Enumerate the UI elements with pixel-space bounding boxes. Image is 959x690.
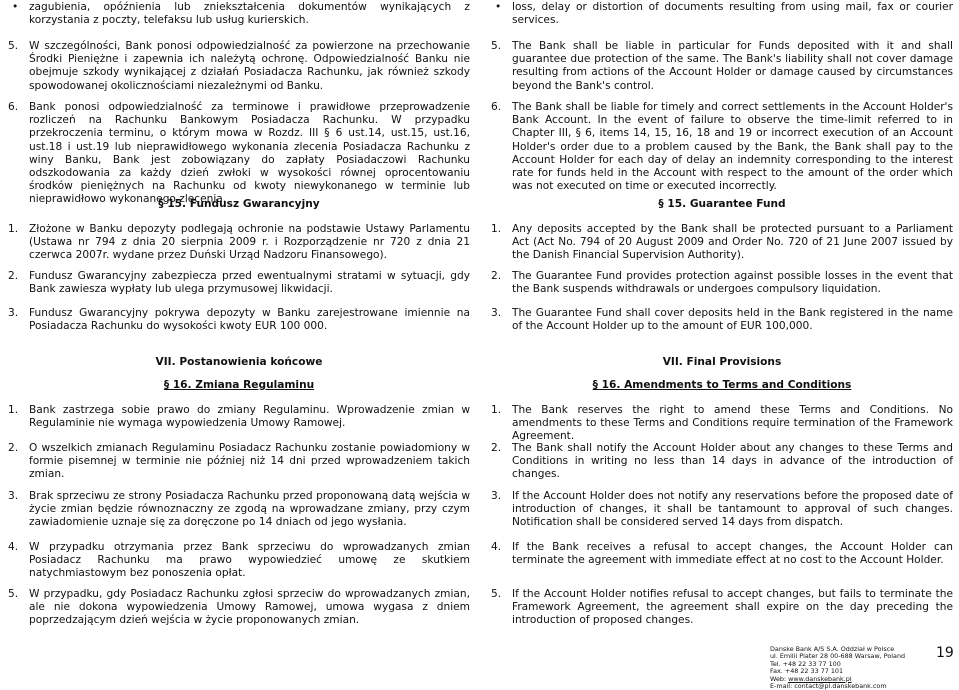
section-16-title: § 16. Zmiana Regulaminu [163,379,315,391]
section-16-item-3: 3. If the Account Holder does not notify any reservations before the proposed date of introduction of changes, it shall be tantamount to approval of such changes. Notification shall be considered served 14 days from dispatch. [491,490,953,529]
section-16-title: § 16. Amendments to Terms and Conditions [592,379,852,391]
clause-6: 6. Bank ponosi odpowiedzialność za terminowe i prawidłowe przeprowadzenie rozliczeń na Rachunku Bankowym Posiadacza Rachunku. W przypadku przekroczenia terminu, o którym mowa w Rozdz. III § 6 ust.14, ust.15, ust.16, ust.18 i ust.19 lub nieprawidłowego wykonania zlecenia Posiadacza Rachunku z winy Banku, Bank jest zobowiązany do zapłaty Posiadaczowi Rachunku odszkodowania za każdy dzień zwłoki w wysokości równej oprocentowaniu środków pieniężnych na Rachunku od kwoty niewykonanego w terminie lub nieprawidłowo wykonanego zlecenia. [8,101,470,206]
website-line: Web: www.danskebank.pl [770,674,852,683]
bullet-item: • zagubienia, opóźnienia lub zniekształcenia dokumentów wynikających z korzystania z poczty, telefaksu lub usług kurierskich. [12,1,470,27]
telephone: Tel. +48 22 33 77 100 [770,659,841,668]
section-15-title: § 15. Fundusz Gwarancyjny [158,198,320,210]
page-number: 19 [936,645,954,661]
section-16-item-2: 2. O wszelkich zmianach Regulaminu Posiadacz Rachunku zostanie powiadomiony w formie pisemnej w terminie nie później niż 14 dni przed wprowadzeniem takich zmian. [8,442,470,481]
clause-5: 5. The Bank shall be liable in particular for Funds deposited with it and shall guarantee due protection of the same. The Bank's liability shall not cover damage resulting from actions of the Account Holder or damage caused by circumstances beyond the Bank's control. [491,40,953,92]
section-16-item-5: 5. If the Account Holder notifies refusal to accept changes, but fails to terminate the Framework Agreement, the agreement shall expire on the day preceding the introduction of proposed changes. [491,588,953,627]
street-address: ul. Emilii Plater 28 00-688 Warsaw, Poland [770,652,906,661]
section-16-item-4: 4. W przypadku otrzymania przez Bank sprzeciwu do wprowadzanych zmian Posiadacz Rachunku ma prawo wypowiedzieć umowę ze skutkiem natychmiastowym bez ponoszenia opłat. [8,541,470,580]
email: E-mail: contact@pl.danskebank.com [770,682,887,690]
section-15-item-2: 2. Fundusz Gwarancyjny zabezpiecza przed ewentualnymi stratami w sytuacji, gdy Bank zawiesza wypłaty lub ulega przymusowej likwidacji. [8,270,470,296]
clause-6: 6. The Bank shall be liable for timely and correct settlements in the Account Holder's Bank Account. In the event of failure to observe the time-limit referred to in Chapter III, § 6, items 14, 15, 16, 18 and 19 or incorrect execution of an Account Holder's order due to a problem caused by the Bank, the Bank shall pay to the Account Holder for each day of delay an indemnity corresponding to the interest rate for funds held in the Account with respect to the amount of the order which was not executed on time or executed incorrectly. [491,101,953,193]
section-16-item-5: 5. W przypadku, gdy Posiadacz Rachunku zgłosi sprzeciw do wprowadzanych zmian, ale nie dokona wypowiedzenia Umowy Ramowej, umowa wygasa z dniem poprzedzającym dzień wejścia w życie proponowanych zmian. [8,588,470,627]
section-15-item-2: 2. The Guarantee Fund provides protection against possible losses in the event that the Bank suspends withdrawals or undergoes compulsory liquidation. [491,270,953,296]
bullet-icon: • [12,1,19,13]
chapter-7-title: VII. Final Provisions [662,356,782,368]
bullet-icon: • [495,1,502,13]
section-15-title: § 15. Guarantee Fund [658,198,786,210]
section-15-item-1: 1. Any deposits accepted by the Bank shall be protected pursuant to a Parliament Act (Act No. 794 of 20 August 2009 and Order No. 720 of 21 June 2007 issued by the Danish Financial Supervision Authority). [491,223,953,262]
fax: Fax. +48 22 33 77 101 [770,667,844,676]
section-15-item-1: 1. Złożone w Banku depozyty podlegają ochronie na podstawie Ustawy Parlamentu (Ustawa nr 794 z dnia 20 sierpnia 2009 r. i Rozporządzenie nr 720 z dnia 21 czerwca 2007r. wydane przez Duński Urząd Nadzoru Finansowego). [8,223,470,262]
bullet-item: • loss, delay or distortion of documents resulting from using mail, fax or courier services. [495,1,953,27]
clause-5: 5. W szczególności, Bank ponosi odpowiedzialność za powierzone na przechowanie Środki Pieniężne i zapewnia ich należytą ochronę. Odpowiedzialność Banku nie obejmuje szkody wynikającej z działań Posiadacza Rachunku, jak również szkody spowodowanej okolicznościami niezależnymi od Banku. [8,40,470,92]
section-16-item-3: 3. Brak sprzeciwu ze strony Posiadacza Rachunku przed proponowaną datą wejścia w życie zmian będzie równoznaczny ze zgodą na wprowadzane zmiany, przy czym zawiadomienie uznaje się za doręczone po 14 dniach od jego wysłania. [8,490,470,529]
section-15-item-3: 3. Fundusz Gwarancyjny pokrywa depozyty w Banku zarejestrowane imiennie na Posiadacza Rachunku do wysokości kwoty EUR 100 000. [8,307,470,333]
section-15-item-3: 3. The Guarantee Fund shall cover deposits held in the Bank registered in the name of the Account Holder up to the amount of EUR 100,000. [491,307,953,333]
section-16-item-1: 1. Bank zastrzega sobie prawo do zmiany Regulaminu. Wprowadzenie zmian w Regulaminie nie wymaga wypowiedzenia Umowy Ramowej. [8,404,470,430]
section-16-item-2: 2. The Bank shall notify the Account Holder about any changes to these Terms and Conditions in writing no less than 14 days in advance of the introduction of changes. [491,442,953,481]
section-16-item-4: 4. If the Bank receives a refusal to accept changes, the Account Holder can terminate the agreement with immediate effect at no cost to the Account Holder. [491,541,953,567]
website-link[interactable]: www.danskebank.pl [788,674,852,683]
company-name: Danske Bank A/S S.A. Oddział w Polsce [770,645,895,653]
section-16-item-1: 1. The Bank reserves the right to amend these Terms and Conditions. No amendments to these Terms and Conditions require termination of the Framework Agreement. [491,404,953,443]
chapter-7-title: VII. Postanowienia końcowe [155,356,323,368]
bank-address-block [770,646,920,690]
